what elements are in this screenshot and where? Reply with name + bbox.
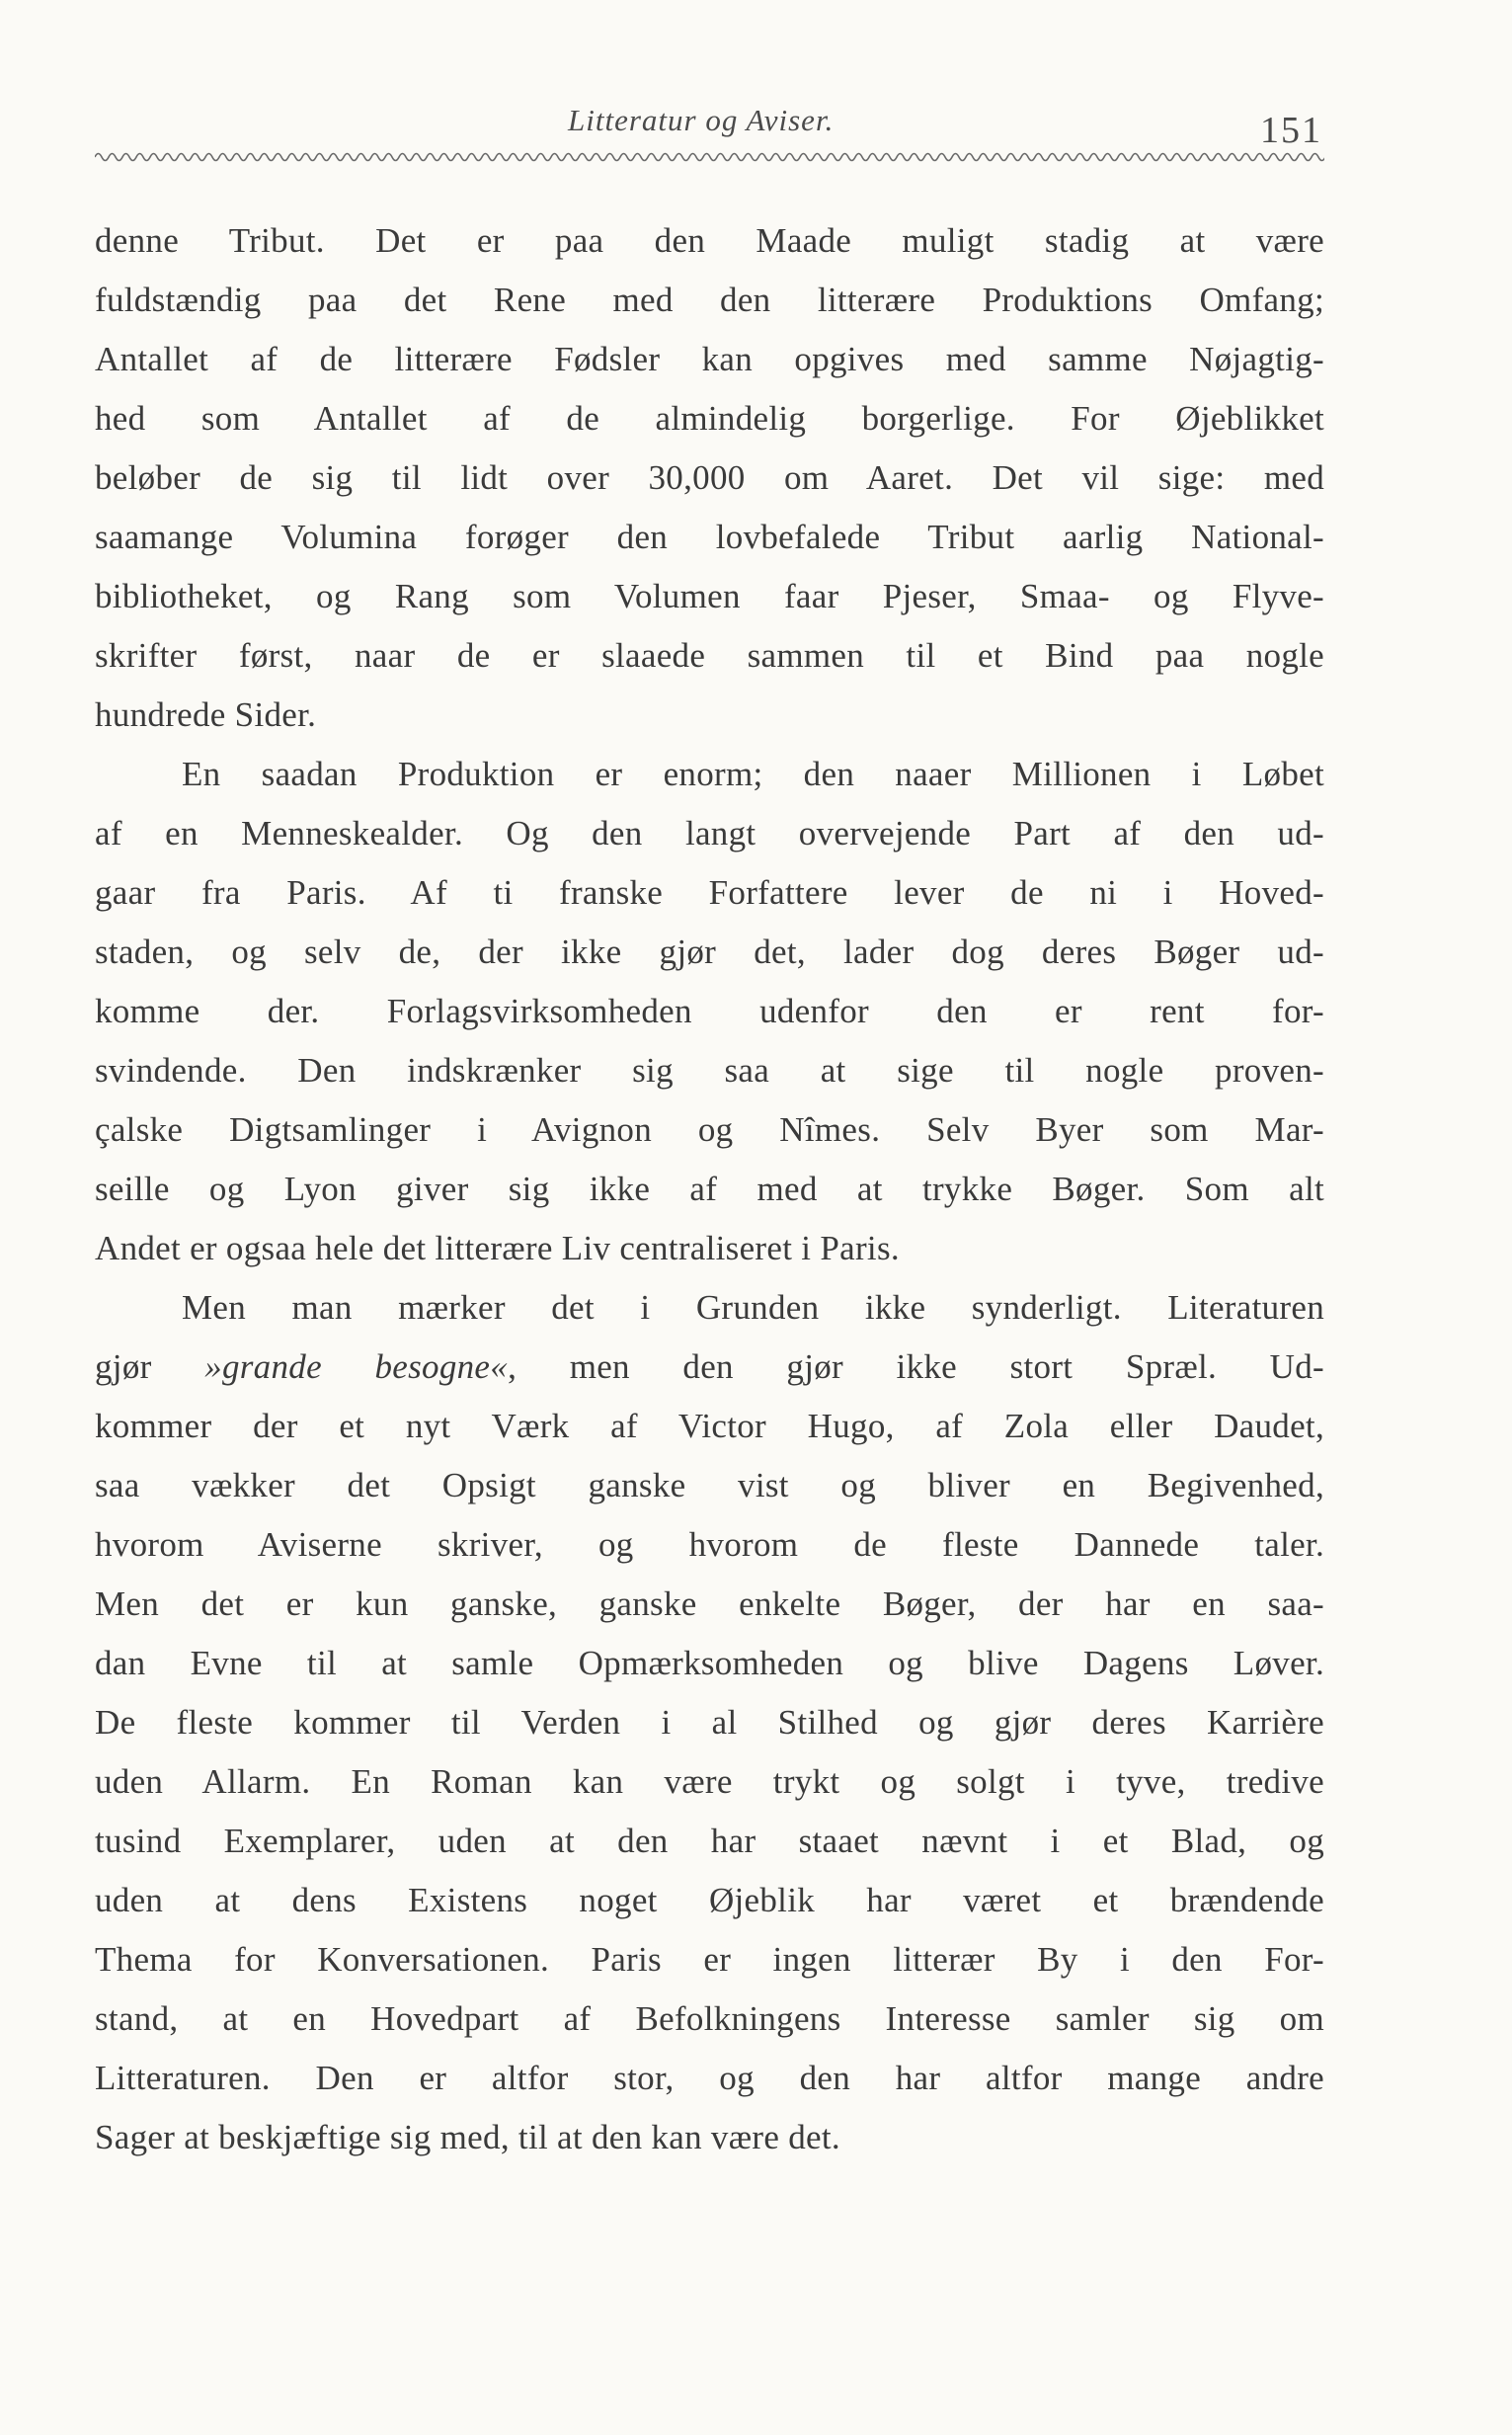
text-line: stand, at en Hovedpart af Befolkningens Interesse samler sig om xyxy=(95,1999,1324,2038)
page-number: 151 xyxy=(1260,110,1322,151)
italic-phrase: »grande besogne« xyxy=(204,1347,509,1386)
text-line: svindende. Den indskrænker sig saa at sige til nogle proven- xyxy=(95,1051,1324,1090)
text-line: hed som Antallet af de almindelig borgerlige. For Øjeblikket xyxy=(95,399,1324,438)
text-line: saa vækker det Opsigt ganske vist og bliver en Begivenhed, xyxy=(95,1466,1324,1504)
body-text xyxy=(95,211,1324,2167)
text-line: hundrede Sider. xyxy=(95,695,317,734)
paragraph-2 xyxy=(95,745,1324,1278)
text-fragment: gjør xyxy=(95,1347,152,1386)
text-line: uden at dens Existens noget Øjeblik har været et brændende xyxy=(95,1881,1324,1919)
text-line: staden, og selv de, der ikke gjør det, lader dog deres Bøger ud- xyxy=(95,933,1324,971)
text-line: beløber de sig til lidt over 30,000 om Aaret. Det vil sige: med xyxy=(95,458,1324,497)
running-title: Litteratur og Aviser. xyxy=(568,103,835,137)
text-line: Men man mærker det i Grunden ikke synderligt. Literaturen xyxy=(182,1288,1324,1327)
text-line: gaar fra Paris. Af ti franske Forfattere lever de ni i Hoved- xyxy=(95,873,1324,912)
text-line: skrifter først, naar de er slaaede sammen til et Bind paa nogle xyxy=(95,636,1324,675)
text-line: komme der. Forlagsvirksomheden udenfor den er rent for- xyxy=(95,992,1324,1030)
text-fragment: , men den gjør ikke stort Spræl. Ud- xyxy=(508,1347,1324,1386)
paragraph-1 xyxy=(95,211,1324,745)
text-line: saamange Volumina forøger den lovbefalede Tribut aarlig National- xyxy=(95,518,1324,556)
text-line: dan Evne til at samle Opmærksomheden og blive Dagens Løver. xyxy=(95,1644,1324,1682)
text-line: Antallet af de litterære Fødsler kan opgives med samme Nøjagtig- xyxy=(95,340,1324,378)
text-line: Men det er kun ganske, ganske enkelte Bøger, der har en saa- xyxy=(95,1584,1324,1623)
text-line: uden Allarm. En Roman kan være trykt og solgt i tyve, tredive xyxy=(95,1762,1324,1801)
paragraph-3 xyxy=(95,1278,1324,2167)
text-line: hvorom Aviserne skriver, og hvorom de fleste Dannede taler. xyxy=(95,1525,1324,1564)
text-line-with-italic xyxy=(95,1338,1324,1397)
running-head xyxy=(0,103,1512,152)
text-line: tusind Exemplarer, uden at den har staaet nævnt i et Blad, og xyxy=(95,1822,1324,1860)
text-line: seille og Lyon giver sig ikke af med at trykke Bøger. Som alt xyxy=(95,1170,1324,1208)
text-line: Andet er ogsaa hele det litterære Liv centraliseret i Paris. xyxy=(95,1229,900,1267)
text-line: fuldstændig paa det Rene med den litterære Produktions Omfang; xyxy=(95,281,1324,319)
text-line: En saadan Produktion er enorm; den naaer Millionen i Løbet xyxy=(182,755,1324,793)
text-line: bibliotheket, og Rang som Volumen faar Pjeser, Smaa- og Flyve- xyxy=(95,577,1324,615)
text-line: çalske Digtsamlinger i Avignon og Nîmes. Selv Byer som Mar- xyxy=(95,1110,1324,1149)
text-line: kommer der et nyt Værk af Victor Hugo, af Zola eller Daudet, xyxy=(95,1407,1324,1445)
ornamental-wave-rule xyxy=(95,148,1324,166)
text-line: Sager at beskjæftige sig med, til at den kan være det. xyxy=(95,2118,840,2156)
text-line: denne Tribut. Det er paa den Maade muligt stadig at være xyxy=(95,221,1324,260)
text-line: af en Menneskealder. Og den langt overvejende Part af den ud- xyxy=(95,814,1324,852)
text-line: Litteraturen. Den er altfor stor, og den har altfor mange andre xyxy=(95,2059,1324,2097)
text-line: Thema for Konversationen. Paris er ingen litterær By i den For- xyxy=(95,1940,1324,1979)
text-line: De fleste kommer til Verden i al Stilhed og gjør deres Karrière xyxy=(95,1703,1324,1742)
